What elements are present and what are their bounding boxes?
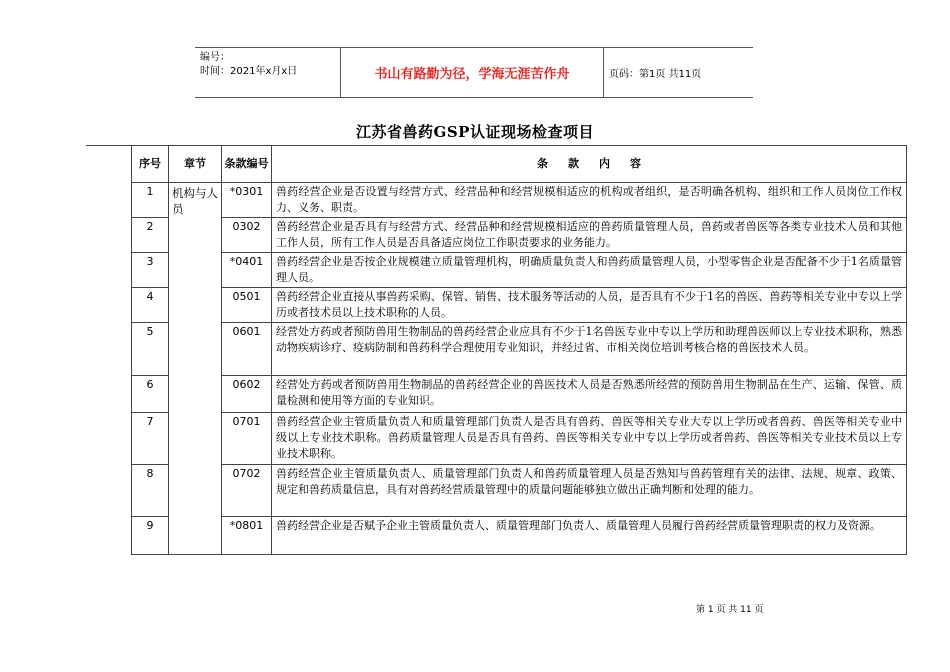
header-motto: 书山有路勤为径，学海无涯苦作舟: [340, 48, 604, 97]
row-num: 7: [132, 413, 169, 465]
table-header-row: [132, 146, 907, 183]
row-content: 兽药经营企业是否赋予企业主管质量负责人、质量管理部门负责人、质量管理人员履行兽药经营质量管理职责的权力及资源。: [272, 517, 907, 555]
row-content: 兽药经营企业主管质量负责人和质量管理部门负责人是否具有兽药、兽医等相关专业大专以上学历或者兽药、兽医等相关专业中级以上专业技术职称。兽药质量管理人员是否具有兽药、兽医等相关专业中专以上学历或者兽药、兽医等相关专业技术员以上专业技术职称。: [272, 413, 907, 465]
row-clause: 0602: [222, 376, 272, 413]
document-time: 时间：2021年x月x日: [200, 66, 298, 77]
row-clause: 0702: [222, 465, 272, 517]
table-row: [132, 465, 907, 517]
row-content: 兽药经营企业是否具有与经营方式、经营品种和经营规模相适应的兽药质量管理人员，兽药或者兽医等各类专业技术人员和其他工作人员，所有工作人员是否具备适应岗位工作职责要求的业务能力。: [272, 218, 907, 253]
header-clause: 条款编号: [222, 146, 272, 183]
inspection-table: [131, 145, 907, 555]
header-content-char: 条: [537, 157, 548, 170]
table-row: [132, 413, 907, 465]
header-content: [272, 146, 907, 183]
row-num: 6: [132, 376, 169, 413]
header-page-code: 页码：第1页 共11页: [609, 69, 702, 80]
row-num: 9: [132, 517, 169, 555]
row-num: 5: [132, 323, 169, 376]
table-row: [132, 253, 907, 288]
row-clause: 0501: [222, 288, 272, 323]
table-row: [132, 288, 907, 323]
page-footer: 第 1 页 共 11 页: [696, 605, 764, 615]
row-chapter: 机构与人员: [169, 183, 222, 555]
header-content-char: 款: [568, 157, 579, 170]
page-header: [195, 47, 753, 98]
document-title: 江苏省兽药GSP认证现场检查项目: [356, 123, 594, 141]
table-row: [132, 517, 907, 555]
header-content-char: 容: [630, 157, 641, 170]
row-clause: 0601: [222, 323, 272, 376]
table-row: [132, 376, 907, 413]
document-number-label: 编号：: [200, 52, 230, 63]
row-num: 4: [132, 288, 169, 323]
row-content: 经营处方药或者预防兽用生物制品的兽药经营企业的兽医技术人员是否熟悉所经营的预防兽用生物制品在生产、运输、保管、质量检测和使用等方面的专业知识。: [272, 376, 907, 413]
row-num: 1: [132, 183, 169, 218]
row-num: 8: [132, 465, 169, 517]
header-num: 序号: [132, 146, 169, 183]
row-clause: *0301: [222, 183, 272, 218]
left-rule-line: [86, 145, 131, 146]
row-content: 兽药经营企业是否按企业规模建立质量管理机构，明确质量负责人和兽药质量管理人员，小型零售企业是否配备不少于1名质量管理人员。: [272, 253, 907, 288]
header-chapter: 章节: [169, 146, 222, 183]
table-row: [132, 183, 907, 218]
header-meta: [200, 51, 340, 79]
row-clause: 0302: [222, 218, 272, 253]
row-content: 兽药经营企业是否设置与经营方式、经营品种和经营规模相适应的机构或者组织，是否明确各机构、组织和工作人员岗位工作权力、义务、职责。: [272, 183, 907, 218]
row-clause: 0701: [222, 413, 272, 465]
table-row: [132, 323, 907, 376]
row-num: 3: [132, 253, 169, 288]
row-num: 2: [132, 218, 169, 253]
row-clause: *0401: [222, 253, 272, 288]
row-content: 经营处方药或者预防兽用生物制品的兽药经营企业应具有不少于1名兽医专业中专以上学历和助理兽医师以上专业技术职称，熟悉动物疾病诊疗、疫病防制和兽药科学合理使用专业知识，并经过省、市相关岗位培训考核合格的兽医技术人员。: [272, 323, 907, 376]
row-content: 兽药经营企业直接从事兽药采购、保管、销售、技术服务等活动的人员，是否具有不少于1名的兽医、兽药等相关专业中专以上学历或者技术员以上技术职称的人员。: [272, 288, 907, 323]
row-content: 兽药经营企业主管质量负责人、质量管理部门负责人和兽药质量管理人员是否熟知与兽药管理有关的法律、法规、规章、政策、规定和兽药质量信息，具有对兽药经营质量管理中的质量问题能够独立做出正确判断和处理的能力。: [272, 465, 907, 517]
row-clause: *0801: [222, 517, 272, 555]
table-row: [132, 218, 907, 253]
header-content-char: 内: [599, 157, 610, 170]
